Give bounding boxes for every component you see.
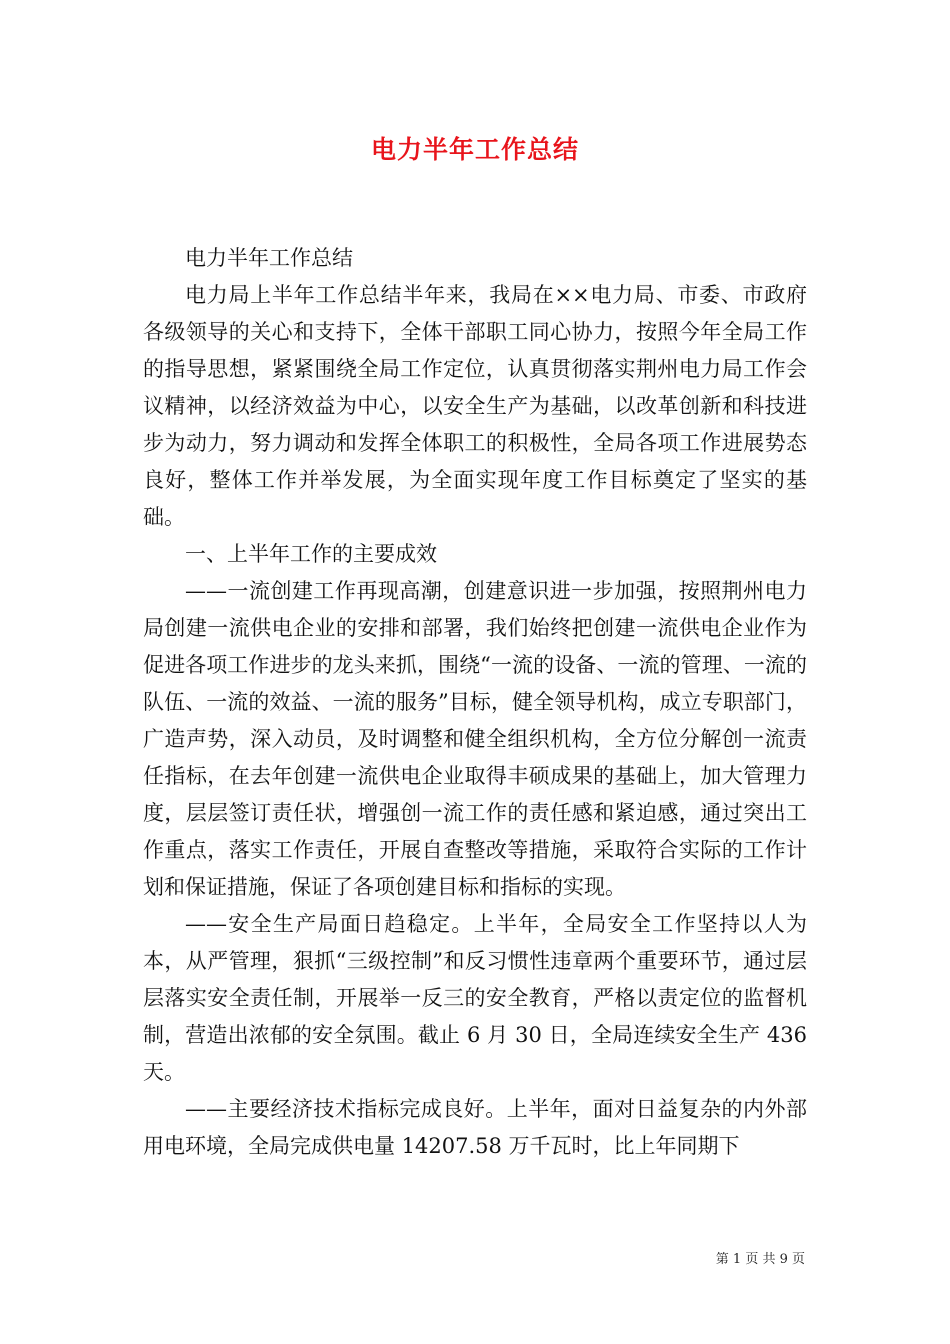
paragraph-intro: 电力局上半年工作总结半年来，我局在××电力局、市委、市政府各级领导的关心和支持下，全体干部职工同心协力，按照今年全局工作的指导思想，紧紧围绕全局工作定位，认真贯彻落实荆州电力局工作会议精神，以经济效益为中心，以安全生产为基础，以改革创新和科技进步为动力，努力调动和发挥全体职工的积极性，全局各项工作进展势态良好，整体工作并举发展，为全面实现年度工作目标奠定了坚实的基础。 xyxy=(143,283,807,529)
document-title: 电力半年工作总结 xyxy=(370,135,579,164)
page-number: 第 1 页 共 9 页 xyxy=(715,1252,805,1267)
section-heading: 一、上半年工作的主要成效 xyxy=(185,542,437,566)
document-body xyxy=(143,240,807,1165)
paragraph-safety: ——安全生产局面日趋稳定。上半年，全局安全工作坚持以人为本，从严管理，狠抓“三级控制”和反习惯性违章两个重要环节，通过层层落实安全责任制，开展举一反三的安全教育，严格以责定位的监督机制，营造出浓郁的安全氛围。截止 6 月 30 日，全局连续安全生产 436 天。 xyxy=(143,912,807,1084)
paragraph-indicators: ——主要经济技术指标完成良好。上半年，面对日益复杂的内外部用电环境，全局完成供电量 14207.58 万千瓦时，比上年同期下 xyxy=(143,1097,807,1158)
paragraph-heading: 电力半年工作总结 xyxy=(185,246,353,270)
paragraph-first-class: ——一流创建工作再现高潮，创建意识进一步加强，按照荆州电力局创建一流供电企业的安排和部署，我们始终把创建一流供电企业作为促进各项工作进步的龙头来抓，围绕“一流的设备、一流的管理、一流的队伍、一流的效益、一流的服务”目标，健全领导机构，成立专职部门，广造声势，深入动员，及时调整和健全组织机构，全方位分解创一流责任指标，在去年创建一流供电企业取得丰硕成果的基础上，加大管理力度，层层签订责任状，增强创一流工作的责任感和紧迫感，通过突出工作重点，落实工作责任，开展自查整改等措施，采取符合实际的工作计划和保证措施，保证了各项创建目标和指标的实现。 xyxy=(143,579,807,899)
